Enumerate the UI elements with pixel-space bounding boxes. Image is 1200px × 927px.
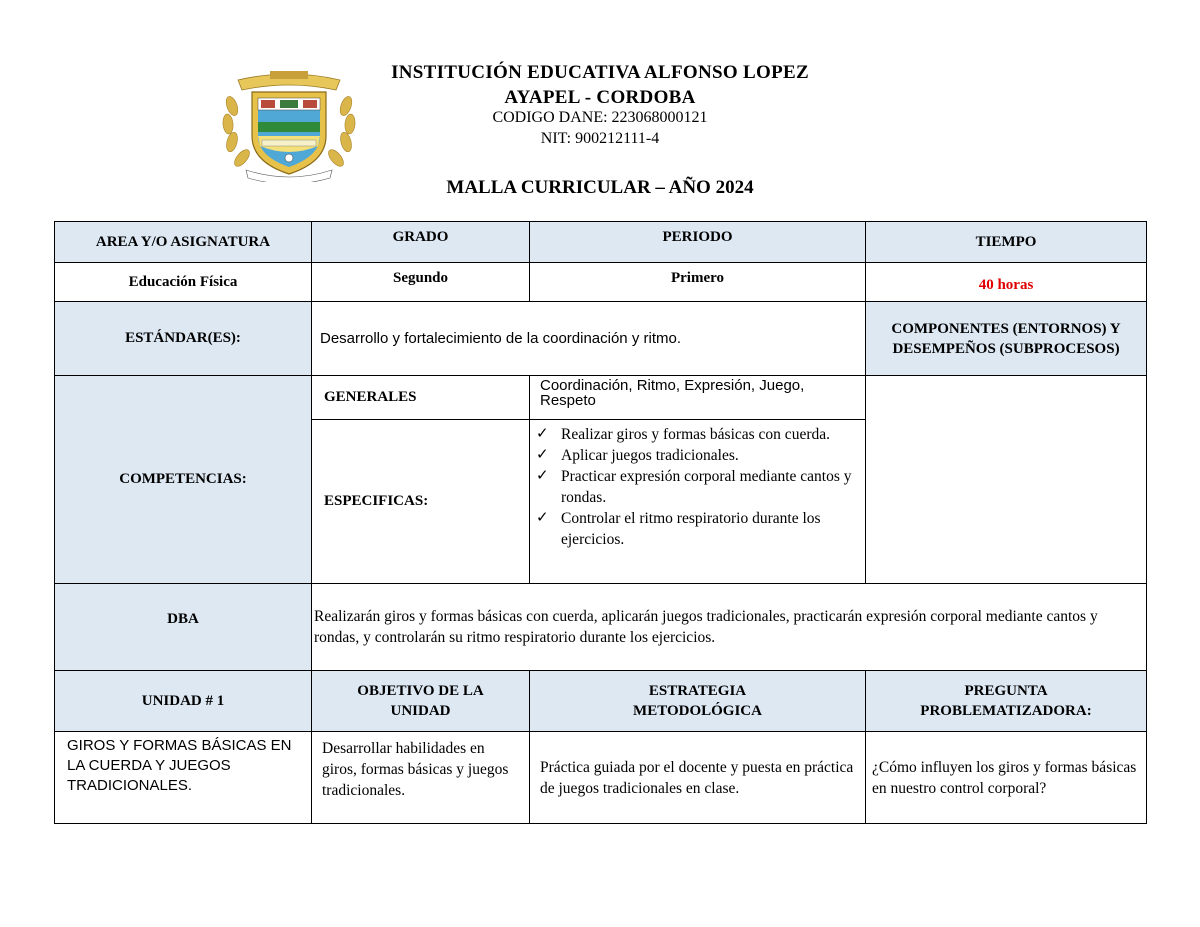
periodo-header: PERIODO bbox=[530, 222, 866, 263]
estandar-label: ESTÁNDAR(ES): bbox=[55, 302, 312, 376]
unidad-objetivo: Desarrollar habilidades en giros, formas básicas y juegos tradicionales. bbox=[312, 732, 530, 824]
values-row bbox=[55, 263, 1147, 302]
unidad-pregunta: ¿Cómo influyen los giros y formas básicas en nuestro control corporal? bbox=[866, 732, 1147, 824]
dba-text: Realizarán giros y formas básicas con cuerda, aplicarán juegos tradicionales, practicarán expresión corporal mediante cantos y rondas, y controlarán su ritmo respiratorio durante los ejercicios. bbox=[312, 584, 1147, 671]
checkmark-icon: ✓ bbox=[536, 447, 549, 463]
componentes-label: COMPONENTES (ENTORNOS) Y DESEMPEÑOS (SUBPROCESOS) bbox=[866, 302, 1147, 376]
list-item: ✓ Controlar el ritmo respiratorio durante los ejercicios. bbox=[536, 510, 821, 548]
pregunta-header: PREGUNTA PROBLEMATIZADORA: bbox=[866, 671, 1147, 732]
dba-label: DBA bbox=[55, 584, 312, 671]
institution-city: AYAPEL - CORDOBA bbox=[504, 87, 696, 108]
unidad-label: UNIDAD # 1 bbox=[55, 671, 312, 732]
periodo-value: Primero bbox=[530, 263, 866, 302]
checkmark-icon: ✓ bbox=[536, 426, 549, 442]
checkmark-icon: ✓ bbox=[536, 468, 549, 484]
unidad-content-row bbox=[55, 732, 1147, 824]
estandar-row bbox=[55, 302, 1147, 376]
grado-value: Segundo bbox=[312, 263, 530, 302]
unidad-header-row bbox=[55, 671, 1147, 732]
nit-number: NIT: 900212111-4 bbox=[540, 130, 660, 147]
dane-code: CODIGO DANE: 223068000121 bbox=[492, 109, 708, 126]
generales-text: Coordinación, Ritmo, Expresión, Juego, Respeto bbox=[530, 376, 866, 420]
unidad-estrategia: Práctica guiada por el docente y puesta en práctica de juegos tradicionales en clase. bbox=[530, 732, 866, 824]
especificas-list-cell bbox=[530, 420, 866, 584]
generales-label: GENERALES bbox=[312, 376, 530, 420]
list-item: ✓ Aplicar juegos tradicionales. bbox=[536, 447, 739, 464]
dba-row bbox=[55, 584, 1147, 671]
grado-header: GRADO bbox=[312, 222, 530, 263]
document-title: MALLA CURRICULAR – AÑO 2024 bbox=[446, 177, 754, 198]
curriculum-table bbox=[54, 221, 1147, 824]
estandar-text: Desarrollo y fortalecimiento de la coordinación y ritmo. bbox=[312, 302, 866, 376]
competencias-label: COMPETENCIAS: bbox=[55, 376, 312, 584]
especificas-label: ESPECIFICAS: bbox=[312, 420, 530, 584]
list-item: ✓ Practicar expresión corporal mediante cantos y rondas. bbox=[536, 468, 852, 506]
institution-name: INSTITUCIÓN EDUCATIVA ALFONSO LOPEZ bbox=[391, 62, 809, 83]
list-item: ✓ Realizar giros y formas básicas con cuerda. bbox=[536, 426, 830, 443]
tiempo-value: 40 horas bbox=[866, 263, 1147, 302]
competencias-generales-row bbox=[55, 376, 1147, 420]
especificas-list bbox=[530, 420, 865, 553]
objetivo-header: OBJETIVO DE LA UNIDAD bbox=[312, 671, 530, 732]
area-header: AREA Y/O ASIGNATURA bbox=[55, 222, 312, 263]
tiempo-header: TIEMPO bbox=[866, 222, 1147, 263]
estrategia-header: ESTRATEGIA METODOLÓGICA bbox=[530, 671, 866, 732]
componentes-empty-cell bbox=[866, 376, 1147, 584]
checkmark-icon: ✓ bbox=[536, 510, 549, 526]
unidad-nombre: GIROS Y FORMAS BÁSICAS EN LA CUERDA Y JUEGOS TRADICIONALES. bbox=[55, 732, 312, 824]
header-row bbox=[55, 222, 1147, 263]
area-value: Educación Física bbox=[55, 263, 312, 302]
